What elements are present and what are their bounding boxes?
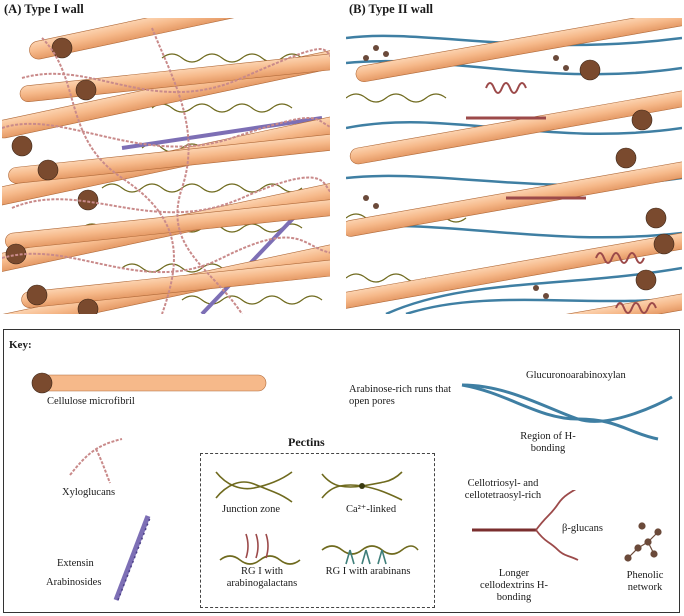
cellulose-label: Cellulose microfibril [47, 396, 135, 407]
cellulose-microfibril-swatch [28, 369, 268, 397]
ca-linked-swatch [320, 468, 404, 504]
type-ii-wall-illustration [346, 18, 682, 314]
gax-label: Glucuronoarabinoxylan [526, 370, 626, 381]
arabinosides-label: Arabinosides [46, 577, 102, 588]
phenolic-network-label: Phenolic network [626, 570, 664, 593]
xyloglucan-swatch [66, 435, 126, 485]
h-bonding-region-label: Region of H-bonding [520, 431, 576, 454]
type-i-wall-panel [2, 18, 330, 314]
rg1-arabinan-swatch [320, 530, 420, 566]
panel-b-title: (B) Type II wall [349, 2, 433, 16]
panel-a-title: (A) Type I wall [4, 2, 84, 16]
type-ii-wall-panel [346, 18, 682, 314]
rg1-arabinogalactan-swatch [218, 530, 308, 566]
extensin-label: Extensin [57, 558, 94, 569]
xyloglucans-label: Xyloglucans [62, 487, 116, 498]
rg1-arabinogalactans-label: RG I with arabinogalactans [226, 566, 298, 589]
junction-zone-label: Junction zone [222, 504, 281, 515]
type-i-wall-illustration [2, 18, 330, 314]
beta-glucans-label: β-glucans [562, 523, 603, 534]
extensin-swatch [110, 510, 154, 606]
junction-zone-swatch [214, 468, 294, 504]
cellotriosyl-label: Cellotriosyl- and cellotetraosyl-rich [464, 478, 542, 501]
ca-linked-label: Ca²⁺-linked [346, 504, 397, 515]
rg1-arabinans-label: RG I with arabinans [325, 566, 411, 577]
arabinose-rich-label: Arabinose-rich runs that open pores [349, 384, 452, 407]
longer-cellodextrins-label: Longer cellodextrins H-bonding [480, 568, 548, 603]
phenolic-swatch [622, 518, 666, 564]
key-title: Key: [9, 339, 32, 351]
pectins-title: Pectins [288, 435, 325, 449]
